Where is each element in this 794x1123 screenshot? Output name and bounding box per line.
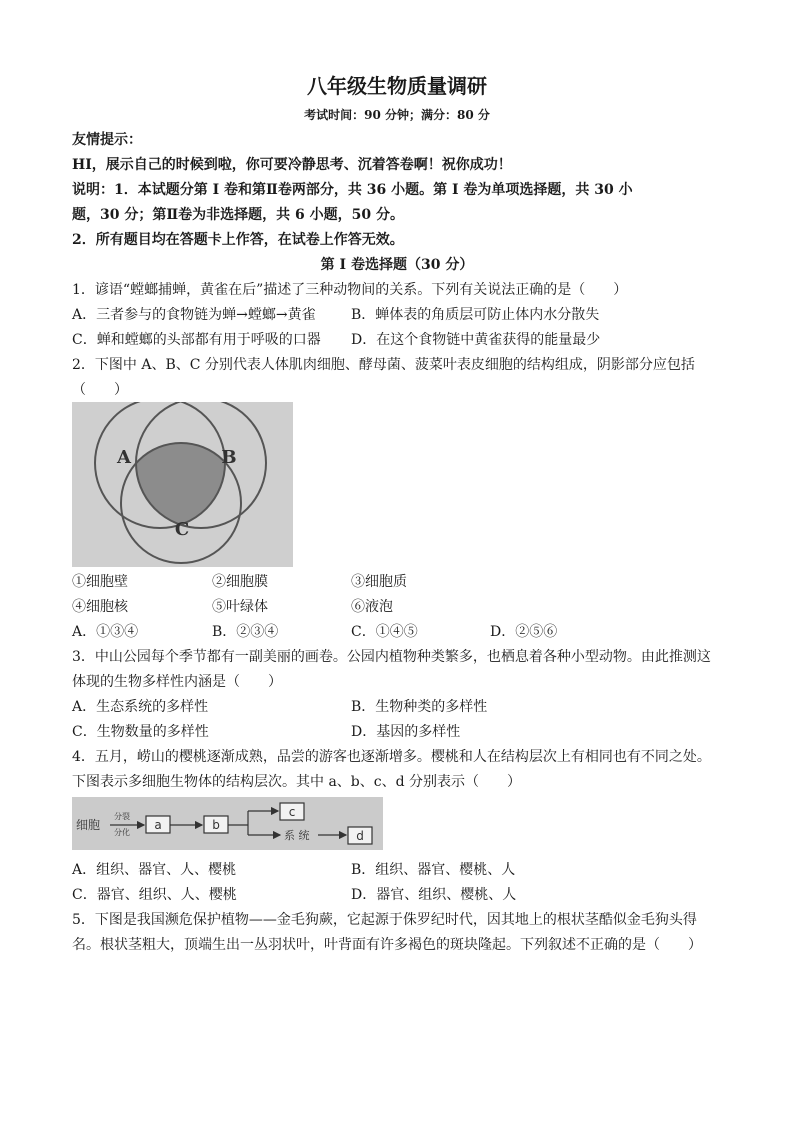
q1-option-b: B．蝉体表的角质层可防止体内水分散失 <box>351 307 600 323</box>
q2-item-1: ①细胞壁 <box>72 574 128 590</box>
q2-option-a: A．①③④ <box>72 624 139 640</box>
tips-greeting: HI，展示自己的时候到啦，你可要冷静思考、沉着答卷啊！祝你成功！ <box>72 157 512 173</box>
instructions-line-3: 2．所有题目均在答题卡上作答，在试卷上作答无效。 <box>72 232 404 248</box>
exam-info: 考试时间：90 分钟；满分：80 分 <box>304 108 490 122</box>
q1-option-c: C．蝉和螳螂的头部都有用于呼吸的口器 <box>72 332 321 348</box>
q4-option-b: B．组织、器官、樱桃、人 <box>351 862 516 878</box>
flow-box-b-label: b <box>212 818 220 832</box>
q2-option-d: D．②⑤⑥ <box>490 624 558 640</box>
q4-stem-line-2: 下图表示多细胞生物体的结构层次。其中 a、b、c、d 分别表示（ ） <box>72 774 522 790</box>
q3-option-b: B．生物种类的多样性 <box>351 699 488 715</box>
flow-system-label: 系 统 <box>284 829 310 842</box>
q1-stem: 1．谚语“螳螂捕蝉，黄雀在后”描述了三种动物间的关系。下列有关说法正确的是（ ） <box>72 282 628 298</box>
q2-item-2: ②细胞膜 <box>212 574 268 590</box>
q2-option-b: B．②③④ <box>212 624 279 640</box>
q4-option-d: D．器官、组织、樱桃、人 <box>351 887 517 903</box>
flow-differentiate-label: 分化 <box>114 828 130 837</box>
section-1-title: 第 I 卷选择题（30 分） <box>320 257 474 273</box>
q3-option-a: A．生态系统的多样性 <box>72 699 209 715</box>
q5-stem-line-2: 名。根状茎粗大，顶端生出一丛羽状叶，叶背面有许多褐色的斑块隆起。下列叙述不正确的是（ ） <box>72 937 702 953</box>
flow-box-c-label: c <box>288 805 296 819</box>
venn-diagram <box>72 402 293 567</box>
page-title: 八年级生物质量调研 <box>307 74 487 98</box>
q2-item-5: ⑤叶绿体 <box>212 599 268 615</box>
q2-item-6: ⑥液泡 <box>351 599 393 615</box>
q4-option-a: A．组织、器官、人、樱桃 <box>72 862 237 878</box>
q2-stem: 2．下图中 A、B、C 分别代表人体肌肉细胞、酵母菌、菠菜叶表皮细胞的结构组成，阴影部分应包括 <box>72 357 695 373</box>
q2-answer-paren: （ ） <box>72 382 128 398</box>
q3-stem-line-1: 3．中山公园每个季节都有一副美丽的画卷。公园内植物种类繁多，也栖息着各种小型动物。由此推测这 <box>72 649 711 665</box>
q2-item-4: ④细胞核 <box>72 599 128 615</box>
q2-option-c: C．①④⑤ <box>351 624 418 640</box>
q1-option-a: A．三者参与的食物链为蝉→螳螂→黄雀 <box>72 307 316 323</box>
tips-heading: 友情提示： <box>72 132 142 148</box>
q3-option-d: D．基因的多样性 <box>351 724 461 740</box>
flow-box-d-label: d <box>356 829 364 843</box>
flow-box-a-label: a <box>154 818 162 832</box>
venn-label-b: B <box>221 447 237 468</box>
flow-divide-label: 分裂 <box>114 812 130 821</box>
q2-item-3: ③细胞质 <box>351 574 407 590</box>
flow-cell-label: 细胞 <box>76 818 101 832</box>
q3-stem-line-2: 体现的生物多样性内涵是（ ） <box>72 674 282 690</box>
instructions-line-1: 说明：1．本试题分第 I 卷和第Ⅱ卷两部分，共 36 小题。第 I 卷为单项选择题，共 30 小 <box>72 182 633 198</box>
q4-stem-line-1: 4．五月，崂山的樱桃逐渐成熟，品尝的游客也逐渐增多。樱桃和人在结构层次上有相同也有不同之处。 <box>72 749 711 765</box>
instructions-line-2: 题，30 分；第Ⅱ卷为非选择题，共 6 小题，50 分。 <box>72 207 404 223</box>
structure-hierarchy-diagram <box>72 797 383 850</box>
venn-label-a: A <box>117 447 131 468</box>
q4-option-c: C．器官、组织、人、樱桃 <box>72 887 237 903</box>
q3-option-c: C．生物数量的多样性 <box>72 724 209 740</box>
q1-option-d: D．在这个食物链中黄雀获得的能量最少 <box>351 332 601 348</box>
venn-label-c: C <box>174 519 190 540</box>
q5-stem-line-1: 5．下图是我国濒危保护植物——金毛狗蕨，它起源于侏罗纪时代，因其地上的根状茎酷似金毛狗头得 <box>72 912 697 928</box>
